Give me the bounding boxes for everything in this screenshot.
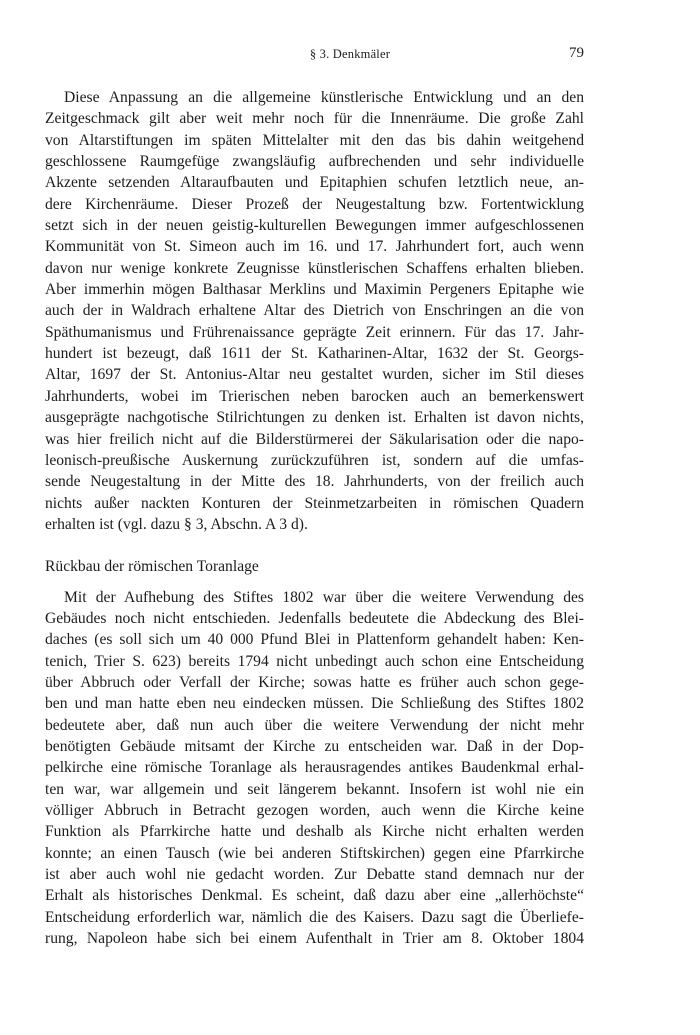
text-line: Diese Anpassung an die allgemeine künstlerische Entwicklung und an den bbox=[64, 89, 584, 106]
paragraph bbox=[45, 587, 584, 950]
text-line: völliger Abbruch in Betracht gezogen worden, auch wenn die Kirche keine bbox=[45, 802, 584, 819]
text-line: Jahrhunderts, wobei im Trierischen neben barocken auch an bemerkenswert bbox=[45, 387, 584, 405]
text-line: erhalten ist (vgl. dazu § 3, Abschn. A 3 d). bbox=[45, 515, 308, 533]
text-line: leonisch-preußische Auskernung zurückzuführen ist, sondern auf die umfas- bbox=[45, 451, 584, 469]
text-line: ten war, war allgemein und seit längerem bekannt. Insofern ist wohl nie ein bbox=[45, 780, 584, 798]
text-line: bedeutete aber, daß nun auch über die weitere Verwendung der nicht mehr bbox=[45, 716, 584, 734]
text-line: dere Kirchenräume. Dieser Prozeß der Neugestaltung bzw. Fortentwicklung bbox=[45, 195, 584, 213]
text-line: Aber immerhin mögen Balthasar Merklins und Maximin Pergeners Epitaphe wie bbox=[45, 281, 584, 299]
text-line: rung, Napoleon habe sich bei einem Aufenthalt in Trier am 8. Oktober 1804 bbox=[45, 930, 584, 948]
text-line: Gebäudes noch nicht entschieden. Jedenfalls bedeutete die Abdeckung des Blei- bbox=[45, 609, 584, 627]
text-line: Entscheidung erforderlich war, nämlich die des Kaisers. Dazu sagt die Überliefe- bbox=[45, 908, 584, 926]
text-line: sende Neugestaltung in der Mitte des 18. Jahrhunderts, von der freilich auch bbox=[45, 473, 584, 491]
text-line: benötigten Gebäude mitsamt der Kirche zu entscheiden war. Daß in der Dop- bbox=[45, 737, 584, 755]
text-line: Zeitgeschmack gilt aber weit mehr noch für die Innenräume. Die große Zahl bbox=[45, 110, 584, 128]
text-line: Altar, 1697 der St. Antonius-Altar neu gestaltet wurden, sicher im Stil dieses bbox=[45, 366, 584, 384]
text-line: geschlossene Raumgefüge zwangsläufig aufbrechenden und sehr individuelle bbox=[45, 153, 584, 171]
text-line: daches (es soll sich um 40 000 Pfund Blei in Plattenform gehandelt haben: Ken- bbox=[45, 631, 584, 649]
text-line: ist aber auch wohl nie gedacht worden. Zur Debatte stand demnach nur der bbox=[45, 866, 584, 884]
text-line: konnte; an einen Tausch (wie bei anderen Stiftskirchen) gegen eine Pfarrkirche bbox=[45, 844, 584, 862]
text-line: Späthumanismus und Frührenaissance geprägte Zeit erinnern. Für das 17. Jahr- bbox=[45, 323, 584, 341]
text-line: ben und man hatte eben neu eindecken müssen. Die Schließung des Stiftes 1802 bbox=[45, 695, 584, 713]
paragraph bbox=[45, 87, 584, 535]
text-line: pelkirche eine römische Toranlage als herausragendes antikes Baudenkmal erhal- bbox=[45, 759, 584, 777]
text-line: von Altarstiftungen im späten Mittelalter mit den das bis dahin weitgehend bbox=[45, 131, 584, 149]
text-line: davon nur wenige konkrete Zeugnisse künstlerischen Schaffens erhalten blieben. bbox=[45, 259, 584, 277]
text-line: Mit der Aufhebung des Stiftes 1802 war über die weitere Verwendung des bbox=[64, 588, 584, 606]
text-line: Funktion als Pfarrkirche hatte und deshalb als Kirche nicht erhalten werden bbox=[45, 823, 584, 841]
text-line: über Abbruch oder Verfall der Kirche; sowas hatte es früher auch schon gege- bbox=[45, 673, 584, 691]
body-text bbox=[45, 87, 584, 949]
text-line: ausgeprägte nachgotische Stilrichtungen zu denken ist. Erhalten ist davon nichts, bbox=[45, 409, 584, 427]
page-number: 79 bbox=[569, 45, 584, 61]
running-head: § 3. Denkmäler bbox=[309, 47, 391, 61]
text-line: nichts außer nackten Konturen der Steinmetzarbeiten in römischen Quadern bbox=[45, 494, 584, 512]
text-line: Erhalt als historisches Denkmal. Es scheint, daß dazu aber eine „allerhöchste“ bbox=[45, 887, 584, 905]
section-heading: Rückbau der römischen Toranlage bbox=[45, 558, 259, 576]
text-line: auch der in Waldrach erhaltene Altar des Dietrich von Enschringen an die von bbox=[45, 302, 584, 320]
text-line: setzt sich in der neuen geistig-kulturellen Bewegungen immer aufgeschlossenen bbox=[45, 217, 584, 235]
text-line: Kommunität von St. Simeon auch im 16. und 17. Jahrhundert fort, auch wenn bbox=[45, 238, 584, 256]
text-line: hundert ist bezeugt, daß 1611 der St. Katharinen-Altar, 1632 der St. Georgs- bbox=[45, 345, 584, 363]
text-line: was hier freilich nicht auf die Bilderstürmerei der Säkularisation oder die napo- bbox=[45, 430, 584, 448]
text-line: tenich, Trier S. 623) bereits 1794 nicht unbedingt auch schon eine Entscheidung bbox=[45, 652, 584, 670]
text-line: Akzente setzenden Altaraufbauten und Epitaphien schufen letztlich neue, an- bbox=[45, 174, 584, 192]
